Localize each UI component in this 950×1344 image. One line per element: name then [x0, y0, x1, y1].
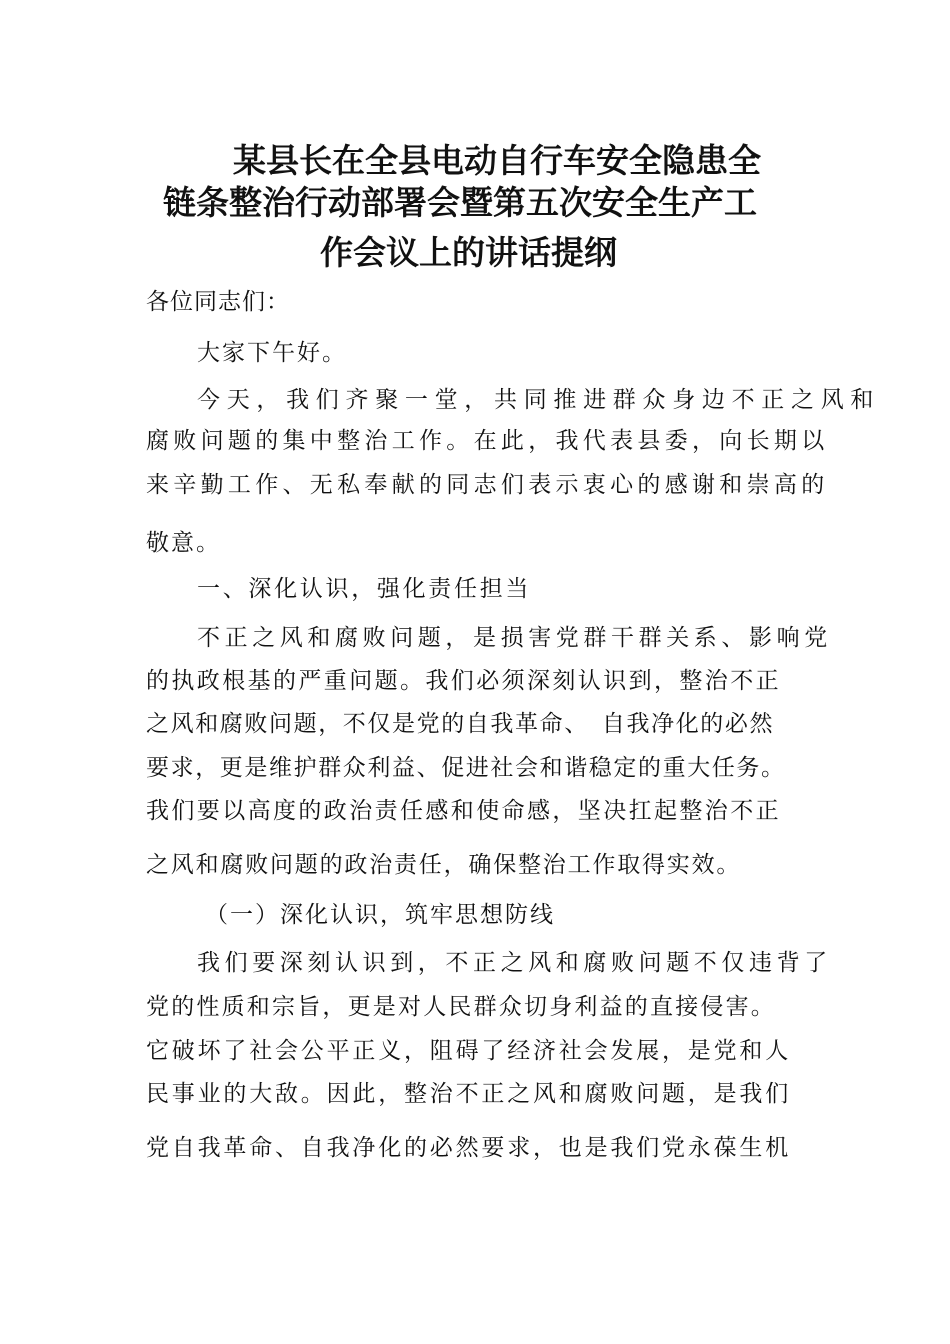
- paragraph-2-line-1: 不正之风和腐败问题，是损害党群干群关系、影响党: [197, 625, 832, 651]
- paragraph-1-line-1: 今天，我们齐聚一堂，共同推进群众身边不正之风和: [197, 387, 881, 413]
- document-title-line-2: 链条整治行动部署会暨第五次安全生产工: [163, 183, 757, 222]
- paragraph-1-line-2: 腐败问题的集中整治工作。在此，我代表县委，向长期以: [146, 428, 829, 454]
- paragraph-3-line-4: 民事业的大敌。因此，整治不正之风和腐败问题，是我们: [146, 1081, 791, 1107]
- paragraph-2-line-6: 之风和腐败问题的政治责任，确保整治工作取得实效。: [146, 852, 742, 878]
- paragraph-3-line-1: 我们要深刻认识到，不正之风和腐败问题不仅违背了: [197, 950, 832, 976]
- greeting: 大家下午好。: [197, 340, 347, 366]
- paragraph-1-line-3: 来辛勤工作、无私奉献的同志们表示衷心的感谢和崇高的: [146, 472, 829, 498]
- paragraph-2-line-4: 要求，更是维护群众利益、促进社会和谐稳定的重大任务。: [146, 755, 786, 781]
- salutation: 各位同志们：: [146, 289, 290, 315]
- paragraph-3-line-2: 党的性质和宗旨，更是对人民群众切身利益的直接侵害。: [146, 994, 776, 1020]
- document-title-line-3: 作会议上的讲话提纲: [320, 233, 617, 272]
- section-heading-1: 一、深化认识，强化责任担当: [197, 576, 532, 602]
- paragraph-2-line-5: 我们要以高度的政治责任感和使命感，坚决扛起整治不正: [146, 798, 781, 824]
- paragraph-3-line-5: 党自我革命、自我净化的必然要求，也是我们党永葆生机: [146, 1135, 791, 1161]
- paragraph-2-line-3: 之风和腐败问题，不仅是党的自我革命、 自我净化的必然: [146, 711, 775, 737]
- document-title-line-1: 某县长在全县电动自行车安全隐患全: [233, 141, 761, 180]
- paragraph-2-line-2: 的执政根基的严重问题。我们必须深刻认识到，整治不正: [146, 668, 781, 694]
- paragraph-3-line-3: 它破坏了社会公平正义，阻碍了经济社会发展，是党和人: [146, 1038, 791, 1064]
- subsection-heading-1: （一）深化认识，筑牢思想防线: [205, 902, 555, 928]
- paragraph-1-line-4: 敬意。: [146, 530, 221, 556]
